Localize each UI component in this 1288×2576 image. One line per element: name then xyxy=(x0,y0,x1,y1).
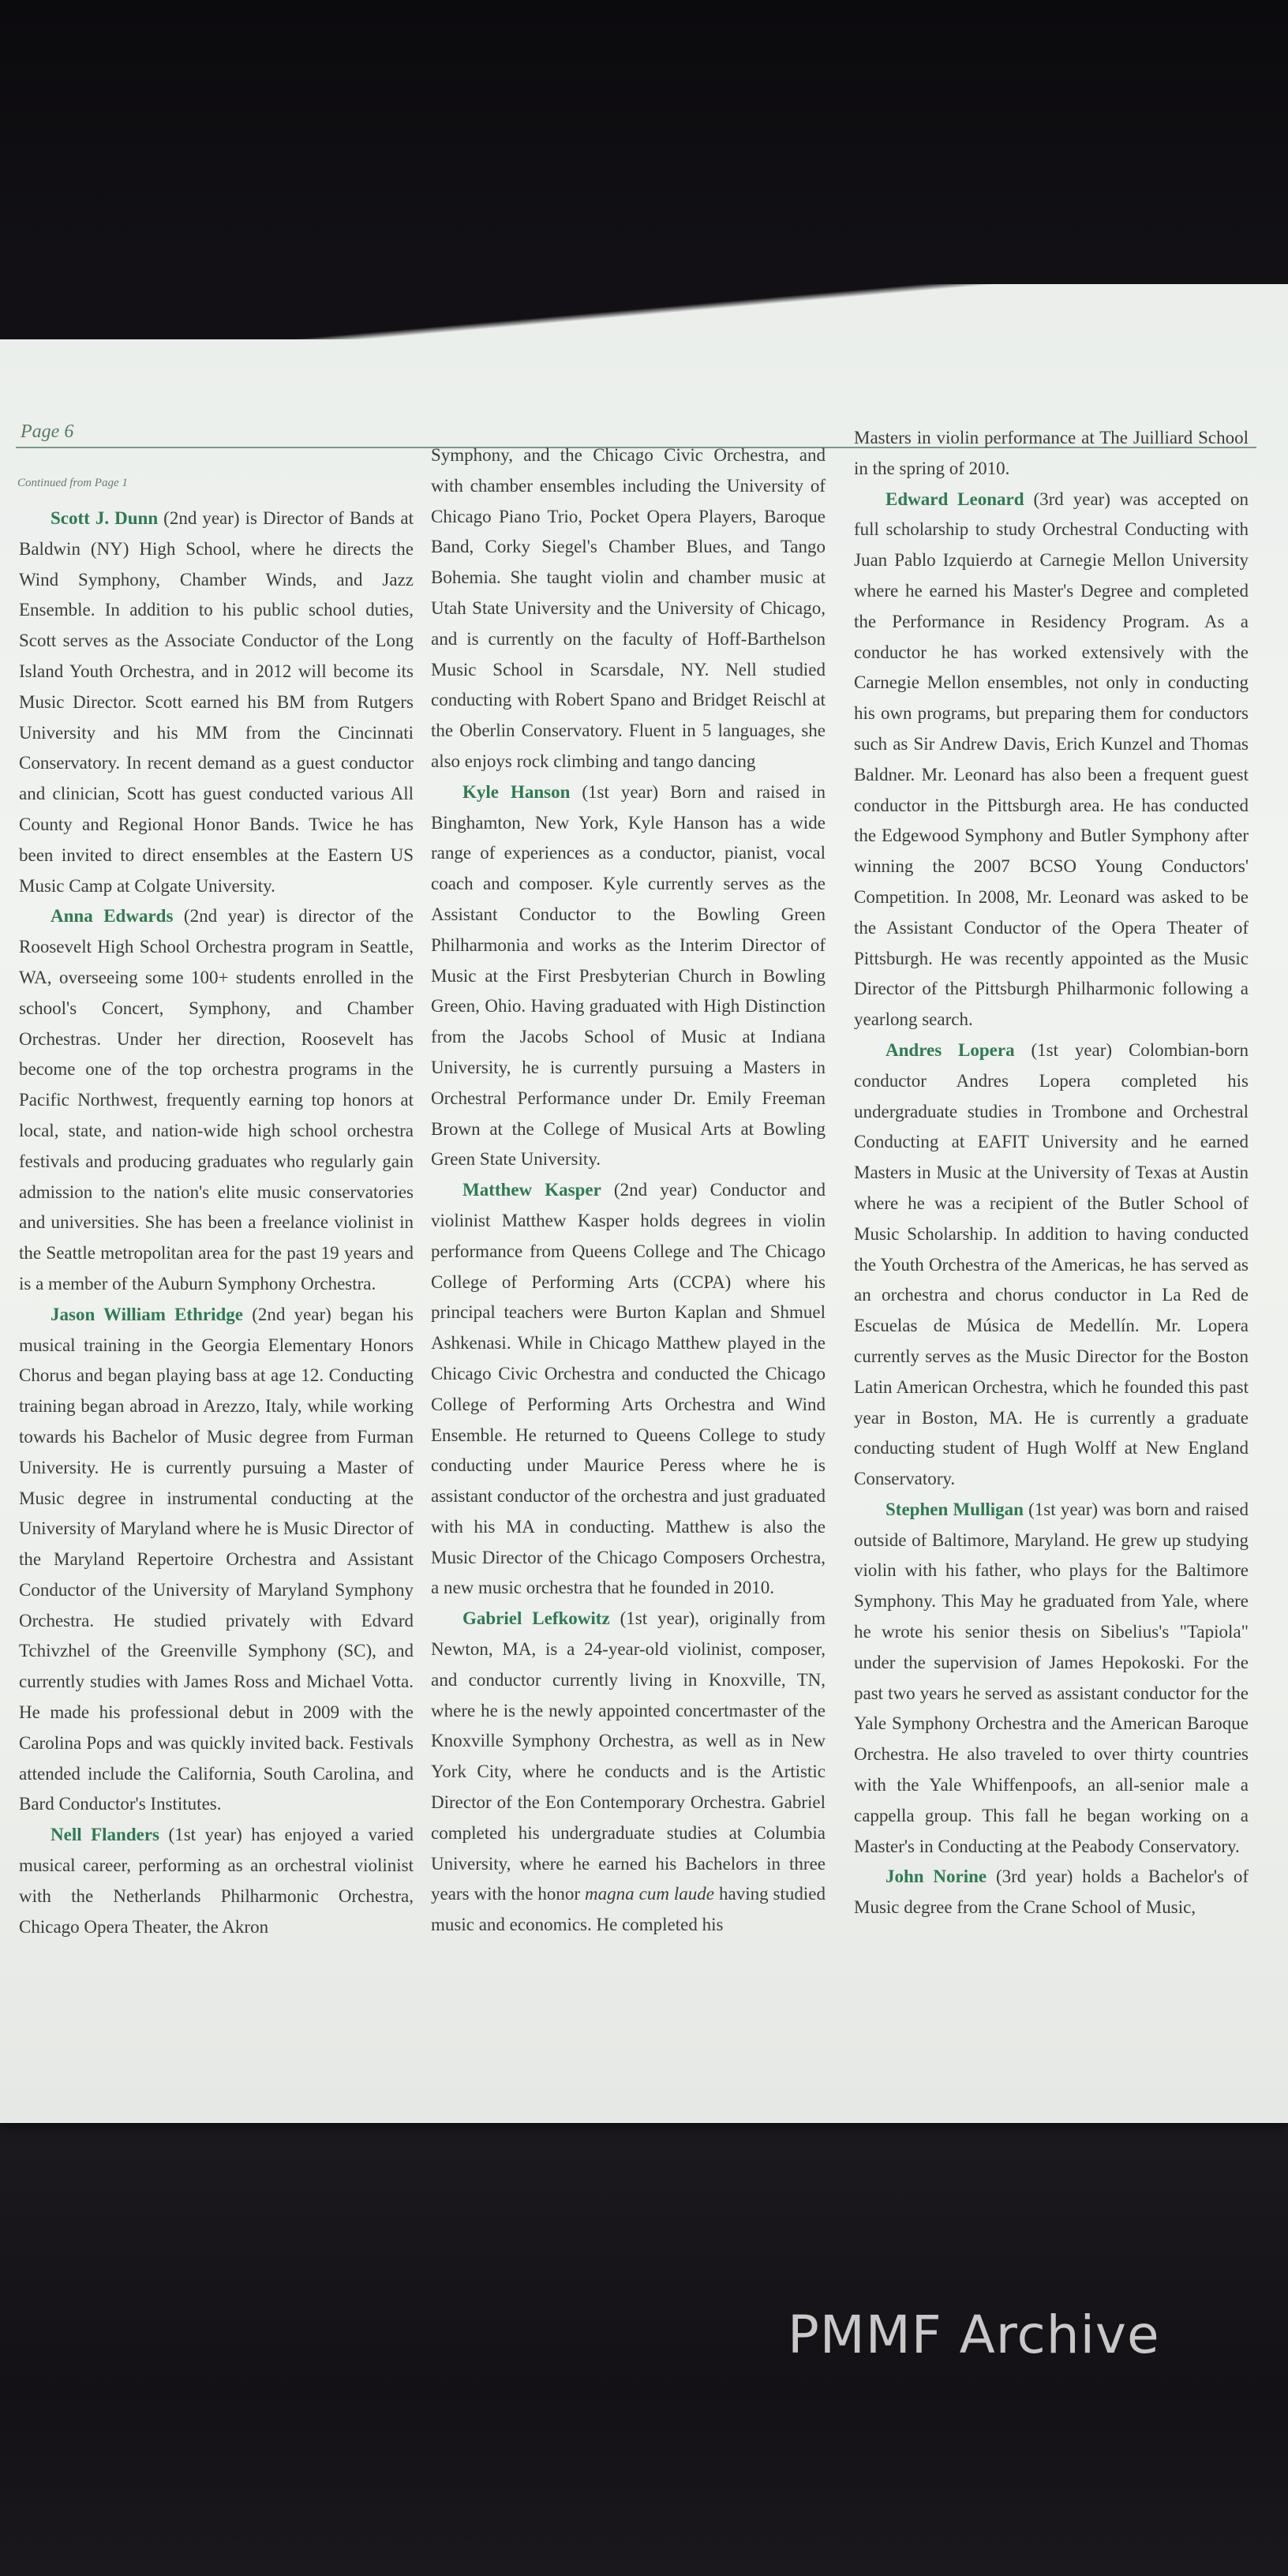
bio-text: (2nd year) Conductor and violinist Matthew Kasper holds degrees in violin performance from Queens College and The Chicago College of Performing Arts (CCPA) where his principal teachers were Burton Kaplan and Shmuel Ashkenasi. While in Chicago Matthew played in the Chicago Civic Orchestra and conducted the Chicago College of Performing Arts Orchestra and Wind Ensemble. He returned to Queens College to study conducting under Maurice Peress where he is assistant conductor of the orchestra and just graduated with his MA in conducting. Matthew is also the Music Director of the Chicago Composers Orchestra, a new music orchestra that he founded in 2010. xyxy=(431,1180,826,1598)
page-number: Page 6 xyxy=(21,421,74,442)
archive-watermark: PMMF Archive xyxy=(788,2305,1160,2365)
bio-name: Stephen Mulligan xyxy=(886,1499,1024,1519)
bio-paragraph xyxy=(431,1175,826,1604)
bio-name: Anna Edwards xyxy=(51,906,174,927)
bio-paragraph xyxy=(854,485,1249,1035)
bio-paragraph xyxy=(854,1495,1249,1863)
bio-name: Scott J. Dunn xyxy=(51,508,159,528)
bio-text: (2nd year) began his musical training in the Georgia Elementary Honors Chorus and began playing bass at age 12. Conducting training began abroad in Arezzo, Italy, while working towards his Bachelor of Music degree from Furman University. He is currently pursuing a Master of Music degree in instrumental conducting at the University of Maryland where he is Music Director of the Maryland Repertoire Orchestra and Assistant Conductor of the University of Maryland Symphony Orchestra. He studied privately with Edvard Tchivzhel of the Greenville Symphony (SC), and currently studies with James Ross and Michael Votta. He made his professional debut in 2009 with the Carolina Pops and was quickly invited back. Festivals attended include the California, South Carolina, and Bard Conductor's Institutes. xyxy=(19,1304,414,1814)
bio-text: (3rd year) was accepted on full scholarship to study Orchestral Conducting with Juan Pablo Izquierdo at Carnegie Mellon University where he earned his Master's Degree and completed the Performance in Residency Program. As a conductor he has worked extensively with the Carnegie Mellon ensembles, not only in conducting his own programs, but preparing them for conductors such as Sir Andrew Davis, Erich Kunzel and Thomas Baldner. Mr. Leonard has also been a frequent guest conductor in the Pittsburgh area. He has conducted the Edgewood Symphony and Butler Symphony after winning the 2007 BCSO Young Conductors' Competition. In 2008, Mr. Leonard was asked to be the Assistant Conductor of the Opera Theater of Pittsburgh. He was recently appointed as the Music Director of the Pittsburgh Philharmonic following a yearlong search. xyxy=(854,489,1249,1030)
bio-paragraph xyxy=(854,1035,1249,1495)
bio-paragraph-continued xyxy=(854,423,1249,485)
continued-note: Continued from Page 1 xyxy=(17,477,128,489)
bio-name: John Norine xyxy=(886,1866,987,1887)
bio-name: Gabriel Lefkowitz xyxy=(462,1608,610,1629)
column-2 xyxy=(431,440,826,1941)
bio-text: (2nd year) is director of the Roosevelt High School Orchestra program in Seattle, WA, overseeing some 100+ students enrolled in the school's Concert, Symphony, and Chamber Orchestras. Under her direction, Roosevelt has become one of the top orchestra programs in the Pacific Northwest, frequently earning top honors at local, state, and nation-wide high school orchestra festivals and producing graduates who regularly gain admission to the nation's elite music conservatories and universities. She has been a freelance violinist in the Seattle metropolitan area for the past 19 years and is a member of the Auburn Symphony Orchestra. xyxy=(19,906,414,1294)
bio-name: Nell Flanders xyxy=(51,1825,160,1845)
bio-paragraph-continued xyxy=(431,440,826,777)
bio-text: (2nd year) is Director of Bands at Baldwin (NY) High School, where he directs the Wind Symphony, Chamber Winds, and Jazz Ensemble. In addition to his public school duties, Scott serves as the Associate Conductor of the Long Island Youth Orchestra, and in 2012 will become its Music Director. Scott earned his BM from Rutgers University and his MM from the Cincinnati Conservatory. In recent demand as a guest conductor and clinician, Scott has guest conducted various All County and Regional Honor Bands. Twice he has been invited to direct ensembles at the Eastern US Music Camp at Colgate University. xyxy=(19,508,414,896)
bio-paragraph xyxy=(431,1604,826,1941)
bio-paragraph xyxy=(19,504,414,901)
column-1 xyxy=(19,504,414,1942)
bio-name: Edward Leonard xyxy=(886,489,1024,509)
bio-text: (1st year) Colombian-born conductor Andres Lopera completed his undergraduate studies in Trombone and Orchestral Conducting at EAFIT University and he earned Masters in Music at the University of Texas at Austin where he was a recipient of the Butler School of Music Scholarship. In addition to having conducted the Youth Orchestra of the Americas, he has served as an orchestra and chorus conductor in La Red de Escuelas de Música de Medellín. Mr. Lopera currently serves as the Music Director for the Boston Latin American Orchestra, which he founded this past year in Boston, MA. He is currently a graduate conducting student of Hugh Wolff at New England Conservatory. xyxy=(854,1039,1249,1489)
bio-text: having studied music and economics. He completed his xyxy=(431,1884,826,1935)
bio-paragraph xyxy=(854,1862,1249,1923)
honor-text: magna cum laude xyxy=(585,1884,715,1904)
column-3 xyxy=(854,423,1249,1923)
newsletter-page xyxy=(0,331,1288,2123)
bio-name: Andres Lopera xyxy=(886,1039,1015,1060)
bio-paragraph xyxy=(19,901,414,1299)
bio-text: Symphony, and the Chicago Civic Orchestra, and with chamber ensembles including the University of Chicago Piano Trio, Pocket Opera Players, Baroque Band, Corky Siegel's Chamber Blues, and Tango Bohemia. She taught violin and chamber music at Utah State University and the University of Chicago, and is currently on the faculty of Hoff-Barthelson Music School in Scarsdale, NY. Nell studied conducting with Robert Spano and Bridget Reischl at the Oberlin Conservatory. Fluent in 5 languages, she also enjoys rock climbing and tango dancing xyxy=(431,445,826,771)
bio-paragraph xyxy=(19,1820,414,1942)
bio-text: (1st year) has enjoyed a varied musical career, performing as an orchestral violinist with the Netherlands Philharmonic Orchestra, Chicago Opera Theater, the Akron xyxy=(19,1825,414,1937)
bio-text: (1st year), originally from Newton, MA, is a 24-year-old violinist, composer, and conductor currently living in Knoxville, TN, where he is the newly appointed concertmaster of the Knoxville Symphony Orchestra, as well as in New York City, where he conducts and is the Artistic Director of the Eon Contemporary Orchestra. Gabriel completed his undergraduate studies at Columbia University, where he earned his Bachelors in three years with the honor xyxy=(431,1608,826,1904)
bio-text: (1st year) Born and raised in Binghamton, New York, Kyle Hanson has a wide range of experiences as a conductor, pianist, vocal coach and composer. Kyle currently serves as the Assistant Conductor to the Bowling Green Philharmonia and works as the Interim Director of Music at the First Presbyterian Church in Bowling Green, Ohio. Having graduated with High Distinction from the Jacobs School of Music at Indiana University, he is currently pursuing a Masters in Orchestral Performance under Dr. Emily Freeman Brown at the College of Musical Arts at Bowling Green State University. xyxy=(431,781,826,1170)
bio-name: Kyle Hanson xyxy=(462,781,571,802)
bio-name: Jason William Ethridge xyxy=(51,1304,243,1324)
bio-text: Masters in violin performance at The Juilliard School in the spring of 2010. xyxy=(854,428,1249,478)
bio-text: (3rd year) holds a Bachelor's of Music degree from the Crane School of Music, xyxy=(854,1866,1249,1918)
bio-name: Matthew Kasper xyxy=(462,1180,601,1200)
bio-paragraph xyxy=(431,777,826,1175)
bio-text: (1st year) was born and raised outside of Baltimore, Maryland. He grew up studying violin with his father, who plays for the Baltimore Symphony. This May he graduated from Yale, where he wrote his senior thesis on Sibelius's "Tapiola" under the supervision of James Hepokoski. For the past two years he served as assistant conductor for the Yale Symphony Orchestra and the American Baroque Orchestra. He also traveled to over thirty countries with the Yale Whiffenpoofs, an all-senior male a cappella group. This fall he began working on a Master's in Conducting at the Peabody Conservatory. xyxy=(854,1499,1249,1856)
bio-paragraph xyxy=(19,1300,414,1821)
